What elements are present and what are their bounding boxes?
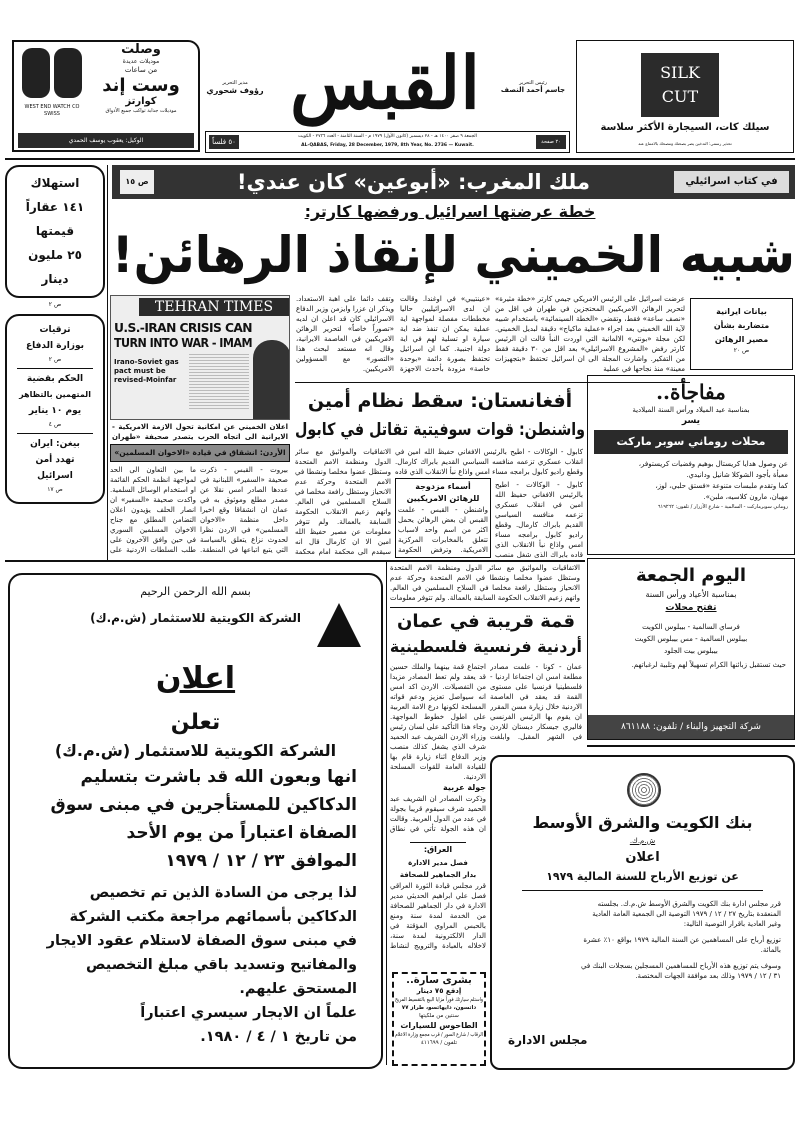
watch-logo — [16, 104, 88, 118]
friday-opens: تفتح محلات — [665, 603, 717, 613]
amman-body-col1: عمان - كونا - علمت مصادر مطلعة امس ان اجتماعا اردنيا - فلسطينيا فرنسيا على مستوى القمة قد يعقد في العاصمة الاردنية خلال زيارة مسن المقرر ان يقوم بها الرئيس الفرنسي فاليري جيسكار ديستان للاردن في الشهر المقبل. وابلغت — [490, 663, 582, 741]
bank-legal: ش.م.ك. — [629, 837, 656, 845]
car-ad-line: إدفع ٧٥ دينار — [416, 987, 462, 995]
sidebar-line: المتهمين بالتظاهر — [19, 390, 91, 399]
roumani-presents: يسر — [681, 416, 701, 426]
sidebar-item-begin[interactable] — [7, 436, 103, 496]
top-banner[interactable] — [112, 165, 795, 199]
kic-line: الدكاكين للمستأجرين في مبنى سوق — [50, 795, 357, 815]
afghan-headline-1: أفغانستان: سقط نظام أمين — [307, 390, 573, 412]
kic-company-2: الشركة الكويتية للاستثمار (ش.م.ك) — [54, 741, 337, 760]
sidebar-line: بيغن: ايران — [30, 439, 80, 449]
section-rule — [587, 745, 795, 747]
date-arabic: الجمعة ٩ صفر ١٤٠٠ هـ - ٢٨ ديسمبر (كانون الأول) ١٩٧٩ م - السنة الثامنة - العدد ٢٧٣٦ - الكويت — [298, 134, 477, 139]
watch-logo-text: WEST END WATCH CO — [24, 104, 80, 110]
bank-para-3: وسوف يتم توزيع هذه الأرباح للمساهمين المسجلين بسجلات البنك في ٣١ / ١٢ / ١٩٧٩ وذلك بعد موافقة الجهات المختصة. — [581, 962, 781, 980]
sidebar-line: يوم ١٠ يناير — [28, 406, 82, 416]
bank-para-1: قرر مجلس ادارة بنك الكويت والشرق الأوسط ش.م.ك. بجلسته المنعقدة بتاريخ ٢٧ / ١٢ / ١٩٧٩ التوصية الى الجمعية العامة العادية وغير العادية باقرار التوصية التالية: — [592, 900, 781, 928]
friday-stores — [588, 621, 794, 657]
sidebar-line: ٢٥ مليون — [28, 248, 82, 262]
iraq-story[interactable] — [390, 842, 486, 970]
jordan-body-col1: بيروت - القبس - ذكرت صحيفة «السفير» اللبنانية في عددها الصادر امس نقلا عن مصدر مطلع وموثوق به في عمان ان انشقاقا وقع اخيرا داخل منظمة «الاخوان المسلمين» في الاردن نظرا لحدوث نزاع يتعلق بالسياسة التي يتبع اتباعها في المنطقة. — [200, 466, 288, 554]
sidebar-page-ref: ص ٢ — [48, 301, 62, 308]
friday-footer: شركة التجهيز والبناء / تلفون: ٨٦١١٨٨ — [588, 715, 794, 739]
pages-badge: ٢٠ صفحة — [536, 135, 566, 149]
car-ad-title: بشرى سارة.. — [406, 975, 472, 986]
watch-ad-line5: موديلات جذابة تواكب جميع الأذواق — [105, 108, 177, 114]
newspaper-logo: القبس — [290, 40, 480, 125]
iran-statements-box[interactable] — [690, 298, 793, 370]
lead-body-col3: وتقف دائما على اهبة الاستعداد. ويذكر ان عزرا وايزمن وزير الدفاع الاسرائيلي كان قد اعلن ان لديه «تصوراً خاصاً» لتحرير الرهائن الامريكيين في العاصمة الايرانية، وقال انه مستعد لبحث هذا «التصور» مع المسؤولين الامريكيين. — [296, 295, 394, 373]
car-ad-line: الرقاب / شارع السور / قرب مجمع وزارة الاعلام — [395, 1032, 483, 1038]
box-line: بيانات ايرانية — [716, 307, 767, 316]
friday-body: حيث تستقبل زبائنها الكرام تسهيلاً لهم وتلبية لرغباتهم. — [631, 661, 786, 669]
amman-headline[interactable] — [390, 609, 582, 659]
dateline-strip — [205, 131, 570, 153]
tt-headline-1: U.S.-IRAN CRISIS CAN — [114, 320, 252, 335]
sidebar-line: الحكم بقضية — [26, 374, 84, 384]
amman-body-3: وذكرت المصادر ان الشريف عبد الحميد شرف سيقوم قريبا بجولة في عدد من الدول العربية. وقالت ان هذه الجولة تأتي في نطاق — [390, 795, 486, 833]
watch-swiss: SWISS — [44, 111, 60, 117]
lead-body-col1: عرضت اسرائيل على الرئيس الامريكي جيمي كارتر «خطة مثيرة» لتحرير الرهائن الامريكيين المحتجزين في طهران في اقل من «نصف ساعة» فقط، وتقضي «الخطة السينمائية» باستخدام شبيه لآية الله الخميني بعد اجراء «عملية ماكياج» دقيقة لبديل الخميني. لكن مجلة «بونتي» الالمانية التي اوردت النبأ قالت ان الرئيس كارتر رفض «المشروع الاسرائيلي» بعد اقل من ٣٠ دقيقة فقط من التفكير. واشارت المجلة الى ان اسرائيل تحتفظ «بتجهيزات معينة» منذ نجاحها في عملية — [495, 295, 685, 373]
silkcut-slogan: سيلك كات، السيجارة الأكثر سلاسة — [600, 122, 770, 133]
sidebar-item-promotions[interactable] — [7, 322, 103, 366]
tt-subhead: Irano-Soviet gas pact must be revised-Moinfar — [114, 358, 179, 384]
sidebar-page-ref: ص ١٧ — [47, 486, 63, 493]
silkcut-pack-line1: SILK — [660, 63, 700, 82]
kic-header — [10, 603, 381, 659]
roumani-footer: روماني سوبرماركت - السالمية - شارع الأزرار / تلفون: ٦١٩٢٦٢ — [657, 504, 788, 510]
bank-signature: مجلس الادارة — [508, 1033, 588, 1047]
bank-para-2: توزيع أرباح على المساهمين عن السنة المالية ١٩٧٩ بواقع ١٠٪ عشرة بالمائة. — [583, 936, 781, 954]
watch-ad-line1: وصلت — [121, 42, 161, 57]
amman-headline-2: أردنية فرنسية فلسطينية — [389, 637, 582, 656]
column-rule — [107, 165, 108, 560]
watch-ad-line4: كوارتز — [125, 96, 157, 107]
iraq-headline-2: بدار الجماهير للصحافة — [399, 871, 477, 879]
amman-headline-1: قمة قريبة في عمان — [396, 611, 576, 632]
silkcut-warning: تحذير رسمي: التدخين يضر بصحتك وننصحك بالامتناع عنه — [638, 141, 732, 146]
bank-seal-icon — [627, 773, 661, 807]
tt-text-columns — [189, 354, 249, 409]
column-rule — [386, 560, 387, 1065]
roumani-line: كما وتقدم ملبسات متنوعة «فستق حلبي، لوز، — [655, 482, 788, 490]
car-ad — [392, 972, 486, 1066]
box-page-ref: ص ٢٠ — [733, 347, 750, 354]
jordan-headline[interactable]: الأردن: انشقاق في قيادة «الاخوان المسلمين» — [110, 444, 290, 462]
box-line: مصير الرهائن — [714, 335, 769, 344]
sidebar-page-ref: ص ٤ — [48, 421, 62, 428]
editor-in-chief-label: رئيس التحرير — [519, 80, 547, 86]
kic-lines-2 — [34, 881, 357, 1049]
lead-headline[interactable]: شبيه الخميني لإنقاذ الرهائن! — [111, 226, 795, 284]
sidebar-line: دينار — [41, 272, 69, 286]
friday-store: فرساي السالمية - بيبلوس الكويت — [642, 623, 740, 631]
kic-company: الشركة الكويتية للاستثمار (ش.م.ك) — [90, 611, 301, 625]
afghan-continued: الاتفاقيات والمواثيق مع سائر الدول ومنظمة الامم المتحدة وستظل عضوا مخلصا ونشطا في الامم المتحدة وحركة عدم الانحياز وستظل رافعة مخلصا في السلاح المسلمين في العالم. واتهم زعيم الانقلاب الحكومة السابقة بالعمالة. ولم تتوفر معلومات — [390, 564, 580, 602]
watch-ad-footer: الوكيل: يعقوب يوسف الحمدي — [18, 133, 194, 148]
tehran-times-masthead: TEHRAN TIMES — [139, 298, 289, 316]
kic-basmala: بسم الله الرحمن الرحيم — [140, 585, 251, 598]
roumani-line: عن وصول هدايا كريستال بوهيم وفضيات كريستوفر، — [638, 460, 788, 468]
sidebar-line: بوزارة الدفاع — [26, 341, 84, 351]
banner-tag: في كتاب اسرائيلي — [674, 171, 789, 193]
afghan-body-col1-wrap — [495, 480, 583, 558]
tt-portrait — [253, 340, 290, 420]
kic-line: الصفاة اعتباراً من يوم الأحد — [126, 823, 357, 843]
kic-line: علماً ان الايجار سيسري اعتباراً — [140, 1005, 357, 1021]
friday-store: بيبلوس بيت الجلود — [664, 647, 718, 655]
bank-title: اعلان — [625, 850, 660, 865]
managing-editor-name: رؤوف شحوري — [206, 86, 264, 95]
price-badge: ٥٠ فلساً — [209, 135, 239, 149]
kic-line: في مبنى سوق الصفاة لاستلام عقود الايجار — [46, 933, 357, 949]
kic-line: والمفاتيح وتسديد باقي مبلغ التخصيص — [86, 957, 357, 973]
roumani-subtitle: بمناسبة عيد الميلاد ورأس السنة الميلادية — [632, 406, 750, 414]
hostage-names-box[interactable] — [395, 478, 491, 558]
bank-subtitle: عن توزيع الأرباح للسنة المالية ١٩٧٩ — [522, 869, 763, 891]
car-ad-line: واستلم سيارتك فوراً مزايا البيع بالتقسيط المريح — [395, 997, 483, 1003]
sidebar-line: استهلاك — [30, 176, 80, 190]
afghan-body-col2: الاتفاقيات والمواثيق مع سائر الدول ومنظمة الامم المتحدة وستظل عضوا مخلصا ونشطا في الامم المتحدة وحركة عدم الانحياز وستظل رافعة مخلصا في السلاح المسلمين في العالم. واتهم زعيم الانقلاب الحكومة السابقة بالعمالة. ولم تتوفر معلومات عن مصير حفيظ الله امين الا ان كارمال قال انه سيقدم الى محكمة امام محكمة — [295, 448, 391, 556]
sidebar-line: ترقيات — [39, 325, 71, 335]
amman-body-2: اجتماع قمة بينهما والملك حسين قد يعقد ولم تعط المصادر مزيدا من التفصيلات. الاردن اكد امس انه سيواصل تعزيز ودعم قواته المسلحة لكونها درع الامة العربية على اطول خطوط المواجهة. وجاء هذا التأكيد على لسان رئيس وزراء الاردن الشريف عبد الحميد شرف الذي يشغل كذلك منصب وزير الدفاع اثناء زيارة قام بها للقيادة العامة للقوات المسلحة الاردنية. — [390, 663, 486, 781]
amman-body-col2 — [390, 662, 486, 840]
watch-brand: وست إند — [102, 75, 180, 96]
kic-line: الدكاكين بأسمائهم مراجعة مكتب الشركة — [69, 909, 357, 925]
afghan-headline-2: واشنطن: قوات سوفيتية تقاتل في كابول — [295, 420, 585, 440]
friday-stores-ad — [587, 558, 795, 740]
silkcut-pack-line2: CUT — [661, 87, 699, 106]
sidebar-line: اسرائيل — [37, 471, 73, 481]
hostage-body: واشنطن - القبس - علمت القبس ان بعض الرهائن يحمل اكثر من اسم واحد لاسباب تتعلق بالمخابرات المركزية الامريكية. وترفض الحكومة — [398, 506, 488, 554]
roumani-line: معبأة بأجود الشوكلا شانيل ودانيدي. — [686, 471, 788, 479]
bank-ad — [490, 755, 795, 1070]
managing-editor-block — [205, 80, 265, 95]
car-ad-brand: الطاحوس للسيارات — [400, 1021, 478, 1030]
roumani-line: مهبان، مارون كلاسيه، ملبن». — [703, 493, 788, 501]
section-rule — [5, 560, 585, 562]
roumani-ad — [587, 375, 795, 555]
silkcut-pack — [641, 53, 719, 117]
masthead-rule — [5, 158, 795, 160]
car-ad-line: داتسون، دايهاتسو، طراز ٧٧ — [401, 1005, 477, 1011]
tehran-times-headline — [114, 320, 252, 350]
amman-subhead: جولة عربية — [443, 783, 486, 792]
kic-logo-icon — [317, 603, 361, 647]
banner-page-ref: ص ١٥ — [120, 170, 154, 194]
sidebar-line: ١٤١ عقاراً — [25, 200, 85, 214]
sidebar-box-2 — [5, 314, 105, 504]
tt-headline-2: TURN INTO WAR - IMAM — [114, 335, 252, 350]
section-rule — [390, 607, 580, 608]
car-ad-line: سنتين من ملكيتها — [419, 1013, 459, 1019]
kic-line: انها وبعون الله قد باشرت بتسليم — [80, 767, 357, 787]
lead-kicker: خطة عرضتها اسرائيل ورفضها كارتر: — [304, 202, 596, 221]
car-ad-phone: تلفون / ٤١١٦٩٩ — [420, 1040, 458, 1046]
date-english: AL-QABAS, Friday, 28 December, 1979, 8th Year, No. 2736 — Kuwait. — [301, 143, 474, 148]
kic-line: من تاريخ ١ / ٤ / ١٩٨٠. — [200, 1029, 357, 1045]
bank-body — [581, 899, 781, 981]
friday-subtitle: بمناسبة الأعياد ورأس السنة — [645, 590, 737, 599]
roumani-store: محلات روماني سوبر ماركت — [594, 430, 788, 454]
kic-ad — [8, 573, 383, 1069]
kic-lines — [34, 763, 357, 875]
sidebar-item-trial[interactable] — [7, 371, 103, 431]
roumani-title: مفاجأة.. — [656, 380, 726, 404]
kic-line: الموافق ٢٣ / ١٢ / ١٩٧٩ — [165, 851, 357, 871]
iraq-label: العراق: — [410, 842, 466, 857]
bank-name: بنك الكويت والشرق الأوسط — [532, 813, 753, 832]
tehran-times-photo — [110, 295, 290, 420]
sidebar-line: تهدد أمن — [35, 455, 75, 465]
afghan-headline[interactable] — [295, 386, 585, 444]
kic-line: لذا يرجى من السادة الذين تم تخصيص — [89, 885, 357, 901]
iraq-headline-1: فصل مدير الادارة — [408, 859, 468, 867]
kic-title: اعلان — [155, 661, 236, 696]
roumani-body — [588, 456, 794, 515]
silkcut-ad — [576, 40, 794, 153]
sidebar-line: قيمتها — [35, 224, 75, 238]
watch-ad-line3: من ساعات — [124, 66, 158, 74]
afghan-body-col1: كابول - الوكالات - اطيح بالرئيس الافغاني حفيظ الله امين في انقلاب عسكري تزعمه منافسه السياسي القديم بابراك كارمال. وقطع راديو كابول برامجه مساء امس واذاع نبأ الانقلاب الذي قاده بابراك الذي شغل منصب — [495, 481, 583, 558]
afghan-body-intro: كابول - الوكالات - اطيح بالرئيس الافغاني حفيظ الله امين في انقلاب عسكري تزعمه منافسه السياسي القديم بابراك كارمال. وقطع راديو كابول برامجه مساء امس واذاع نبأ الانقلاب الذي قاده — [395, 448, 583, 476]
sidebar-item-property[interactable] — [5, 165, 105, 298]
hostage-headline-2: للرهائن الامريكيين — [406, 494, 480, 503]
lead-body-col2: «عينتيبي» في اوغندا. وقالت ان لدى الاسرائيليين حاليا مخططات مفصلة لمواجهة اية عملية يمكن ان تنفذ ضد اية سيارة او تسلية لهم في اية دولة اجنبية. كما ان اسرائيل تحتفظ بصورة دائمة «بوحدة خاصة» مزودة بأحدث الاجهزة — [400, 295, 490, 373]
sidebar — [5, 165, 105, 510]
kic-announces: تعلن — [170, 710, 221, 735]
kic-line: المستحق عليهم. — [239, 981, 357, 997]
editor-in-chief-block — [498, 80, 568, 94]
iraq-body: قرر مجلس قيادة الثورة العراقي فصل علي ابراهيم الحديثي مدير الادارة في دار الجماهير للصحافة من الخدمة لمدة سنة ومنع بالحبس المراوي المؤقتة في الدار الالكترونية لمدة سنة، لاخلاله بالعبادة والترويج لنشاط — [390, 882, 486, 950]
box-line: متضاربة بشأن — [713, 321, 770, 330]
jordan-body-col2: ما بين التعاون الى الحد لمواجهة انظمة الحكم القائمة او استخدام الوسائل السلمية. واكدت صحيفة «السفير» ان انصار الحلف يؤيدون اعلان التضامن المطلق مع جناح الاخوان المسلمين السوري في حين وافق الآخرون على طلب السلطات الاردنية على — [110, 466, 196, 554]
editor-in-chief-name: جاسم أحمد النصف — [500, 86, 566, 94]
sidebar-page-ref: ص ٢ — [48, 356, 62, 363]
watch-ad-line2: موديلات عديدة — [122, 58, 160, 65]
hostage-headline-1: أسماء مزدوجة — [415, 482, 471, 491]
watch-illustration — [18, 44, 88, 100]
friday-store: بيبلوس السالمية - مس بيبلوس الكويت — [634, 635, 748, 643]
friday-title: اليوم الجمعة — [635, 565, 747, 586]
managing-editor-label: مدير التحرير — [222, 80, 248, 86]
banner-headline: ملك المغرب: «أبوعين» كان عندي! — [236, 170, 591, 194]
tehran-times-caption: اعلان الخميني عن امكانية تحول الازمة الامريكية - الايرانية الى اتجاه الحرب يتصدر صحيفة «طهران — [112, 423, 288, 441]
watch-ad — [12, 40, 200, 152]
